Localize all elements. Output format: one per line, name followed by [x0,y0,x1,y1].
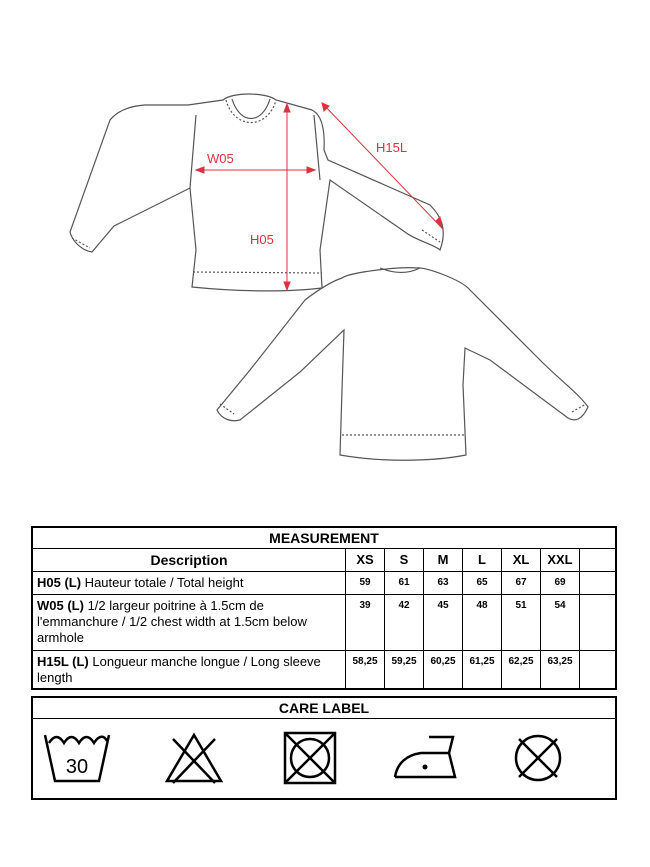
back-view [217,268,588,461]
h05-label: H05 [250,232,274,247]
table-row [33,571,615,594]
value-cell: 45 [423,595,462,650]
size-header-xs: XS [345,549,384,571]
empty-cell [579,595,614,650]
care-label-box [31,696,617,800]
value-cell: 54 [540,595,579,650]
row-text: 1/2 largeur poitrine à 1.5cm de l'emmanchure / 1/2 chest width at 1.5cm below armhole [37,598,307,645]
table-row [33,650,615,688]
size-header-m: M [423,549,462,571]
size-header-xl: XL [501,549,540,571]
no-dry-clean-icon [507,729,569,787]
value-cell: 61,25 [462,651,501,688]
value-cell: 39 [345,595,384,650]
row-text: Longueur manche longue / Long sleeve length [37,654,321,685]
row-code: W05 (L) [37,598,84,613]
row-text: Hauteur totale / Total height [81,575,244,590]
empty-cell [579,572,614,594]
empty-cell [579,651,614,688]
h15l-label: H15L [376,140,408,155]
value-cell: 61 [384,572,423,594]
size-header-xxl: XXL [540,549,579,571]
size-header-s: S [384,549,423,571]
value-cell: 65 [462,572,501,594]
no-tumble-dry-icon [279,729,341,787]
empty-header-cell [579,549,614,571]
wash-temperature: 30 [65,756,89,778]
iron-low-icon [391,729,461,787]
row-description [33,651,345,688]
value-cell: 67 [501,572,540,594]
measurement-title: MEASUREMENT [33,528,615,549]
care-icons-row [33,719,615,801]
description-header: Description [150,552,228,568]
value-cell: 59,25 [384,651,423,688]
front-neckline [232,99,270,119]
size-header-l: L [462,549,501,571]
value-cell: 60,25 [423,651,462,688]
value-cell: 42 [384,595,423,650]
row-description [33,572,345,594]
value-cell: 48 [462,595,501,650]
no-bleach-icon [163,729,225,787]
front-view [70,94,443,291]
row-code: H05 (L) [37,575,82,590]
value-cell: 63 [423,572,462,594]
value-cell: 69 [540,572,579,594]
value-cell: 51 [501,595,540,650]
wash-30-icon [41,729,113,787]
row-description [33,595,345,650]
care-label-title: CARE LABEL [33,698,615,719]
measurement-header-row [33,549,615,571]
w05-label: W05 [207,151,234,166]
row-code: H15L (L) [37,654,89,669]
measurement-table [31,526,617,690]
table-row [33,594,615,650]
value-cell: 59 [345,572,384,594]
value-cell: 63,25 [540,651,579,688]
value-cell: 62,25 [501,651,540,688]
value-cell: 58,25 [345,651,384,688]
